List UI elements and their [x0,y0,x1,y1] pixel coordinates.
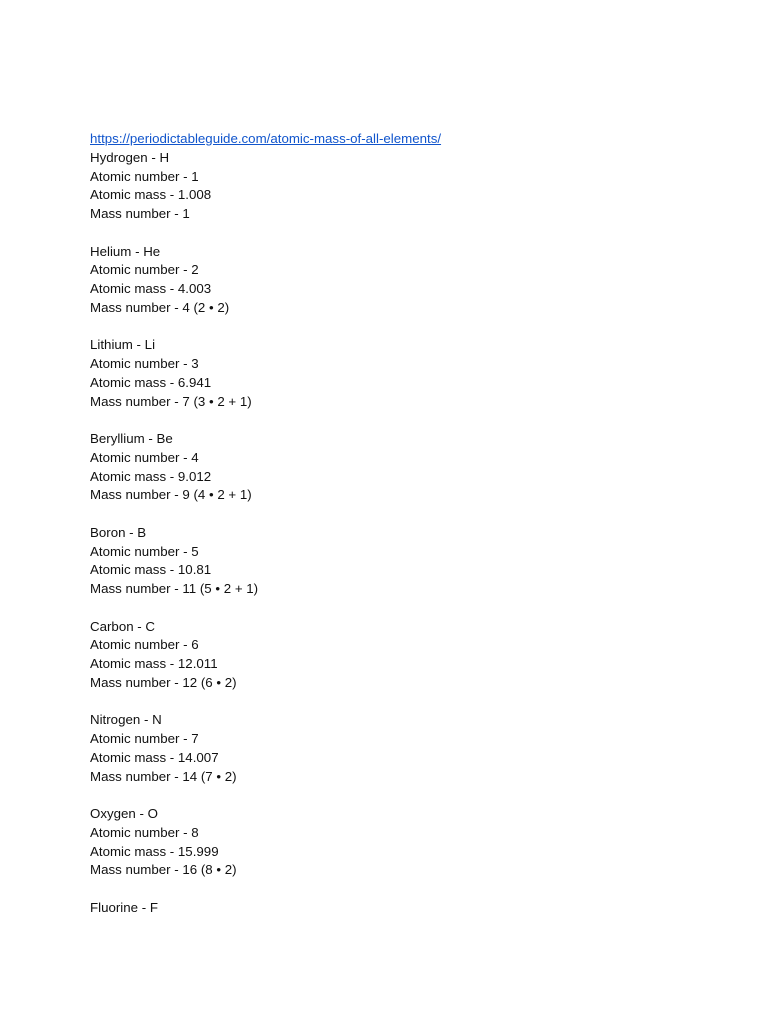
element-name-line-fluorine: Fluorine - F [90,899,158,915]
mass-number-line: Mass number - 7 (3 • 2 + 1) [90,393,252,409]
atomic-mass-line: Atomic mass - 9.012 [90,468,212,484]
element-name-line: Hydrogen - H [90,149,170,165]
atomic-mass-line: Atomic mass - 4.003 [90,281,212,296]
element-name-line: Beryllium - Be [90,431,173,446]
atomic-number-line: Atomic number - 6 [90,637,199,653]
element-name-line: Lithium - Li [90,337,156,353]
atomic-mass-line: Atomic mass - 1.008 [90,187,212,203]
element-name-line: Nitrogen - N [90,712,162,728]
mass-number-line: Mass number - 12 (6 • 2) [90,674,237,690]
element-name-line: Oxygen - O [90,806,158,821]
atomic-number-line: Atomic number - 7 [90,731,199,746]
atomic-number-line: Atomic number - 3 [90,356,199,371]
mass-number-line: Mass number - 11 (5 • 2 + 1) [90,581,259,596]
atomic-mass-line: Atomic mass - 15.999 [90,843,219,859]
source-link[interactable]: https://periodictableguide.com/atomic-mass-of-all-elements/ [90,131,442,146]
element-entry-hydrogen [90,149,710,224]
atomic-mass-line: Atomic mass - 12.011 [90,656,218,671]
element-name-line: Boron - B [90,524,147,540]
element-entry-oxygen [90,805,710,880]
atomic-mass-line: Atomic mass - 6.941 [90,374,212,390]
document-content [90,130,710,918]
atomic-number-line: Atomic number - 5 [90,543,199,559]
element-entry-beryllium [90,430,710,505]
element-entry-lithium [90,336,710,411]
element-entry-carbon [90,618,710,693]
atomic-number-line: Atomic number - 8 [90,824,199,840]
atomic-number-line: Atomic number - 2 [90,262,199,278]
mass-number-line: Mass number - 9 (4 • 2 + 1) [90,487,252,503]
atomic-number-line: Atomic number - 4 [90,449,199,465]
element-name-line: Helium - He [90,243,161,259]
element-entry-nitrogen [90,711,710,786]
mass-number-line: Mass number - 1 [90,206,190,221]
element-entry-helium [90,243,710,318]
element-entry-boron [90,524,710,599]
mass-number-line: Mass number - 16 (8 • 2) [90,862,237,878]
element-name-line: Carbon - C [90,618,156,634]
atomic-number-line: Atomic number - 1 [90,168,199,184]
mass-number-line: Mass number - 4 (2 • 2) [90,299,230,315]
atomic-mass-line: Atomic mass - 10.81 [90,562,212,578]
mass-number-line: Mass number - 14 (7 • 2) [90,768,237,784]
atomic-mass-line: Atomic mass - 14.007 [90,749,219,765]
